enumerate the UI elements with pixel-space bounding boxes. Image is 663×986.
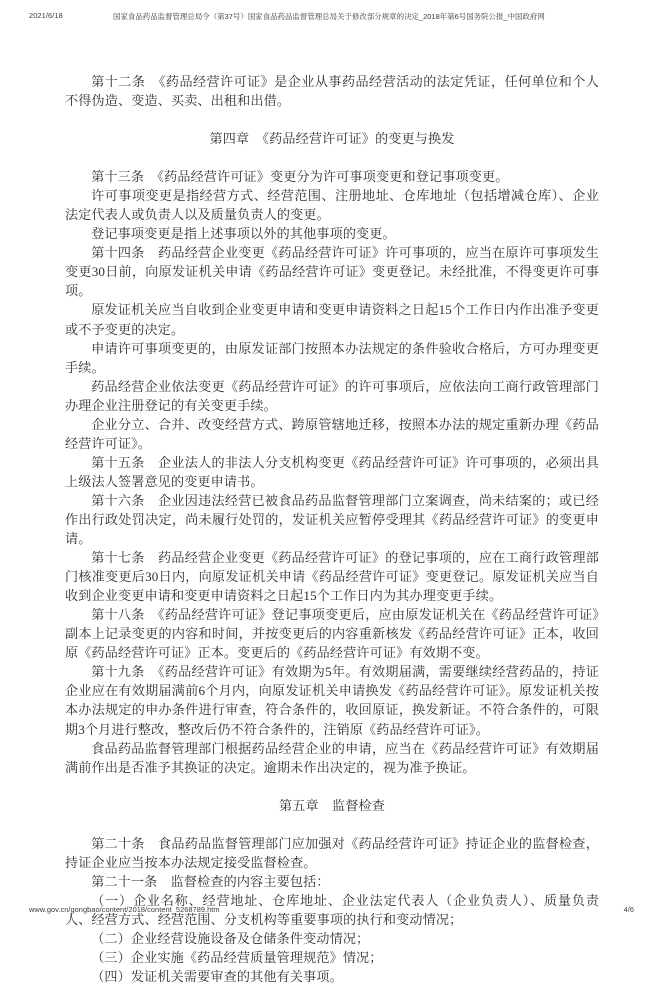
header-document-title: 国家食品药品监督管理总局令（第37号）国家食品药品监督管理总局关于修改部分规章的决定_2018年第6号国务院公报_中国政府网: [113, 12, 545, 21]
page-header: [0, 11, 663, 27]
chapter-spacer: [65, 148, 599, 167]
document-body: [65, 72, 599, 986]
body-paragraph: 第十六条 企业因违法经营已被食品药品监督管理部门立案调查，尚未结案的；或已经作出行政处罚决定，尚未履行处罚的，发证机关应暂停受理其《药品经营许可证》的变更申请。: [65, 492, 599, 547]
body-paragraph: 第十二条 《药品经营许可证》是企业从事药品经营活动的法定凭证，任何单位和个人不得伪造、变造、买卖、出租和出借。: [65, 74, 599, 109]
footer-page-number: 4/6: [623, 905, 634, 914]
body-paragraph: 食品药品监督管理部门根据药品经营企业的申请，应当在《药品经营许可证》有效期届满前作出是否准予其换证的决定。逾期未作出决定的，视为准予换证。: [65, 740, 599, 775]
chapter-heading: 第四章 《药品经营许可证》的变更与换发: [209, 131, 455, 147]
body-paragraph: 第二十条 食品药品监督管理部门应加强对《药品经营许可证》持证企业的监督检查，持证企业应当按本办法规定接受监督检查。: [65, 835, 599, 870]
body-paragraph: （一）企业名称、经营地址、仓库地址、企业法定代表人（企业负责人）、质量负责人、经营方式、经营范围、分支机构等重要事项的执行和变动情况；: [65, 892, 599, 927]
body-paragraph: 第十四条 药品经营企业变更《药品经营许可证》许可事项的，应当在原许可事项发生变更30日前，向原发证机关申请《药品经营许可证》变更登记。未经批准，不得变更许可事项。: [65, 245, 599, 299]
header-print-date: 2021/6/18: [29, 11, 63, 20]
chapter-heading: 第五章 监督检查: [279, 797, 385, 813]
body-paragraph: 第十九条 《药品经营许可证》有效期为5年。有效期届满，需要继续经营药品的，持证企业应在有效期届满前6个月内，向原发证机关申请换发《药品经营许可证》。原发证机关按本办法规定的申办条件进行审查，符合条件的，收回原证，换发新证。不符合条件的，可限期3个月进行整改，整改后仍不符合条件的，注销原《药品经营许可证》。: [65, 664, 599, 737]
body-paragraph: 第十三条 《药品经营许可证》变更分为许可事项变更和登记事项变更。: [91, 169, 509, 185]
chapter-spacer: [65, 777, 599, 796]
body-paragraph: 第二十一条 监督检查的内容主要包括：: [91, 873, 330, 889]
body-paragraph: （三）企业实施《药品经营质量管理规范》情况；: [91, 949, 383, 965]
footer-source-url: www.gov.cn/gongbao/content/2018/content_5268789.htm: [29, 905, 220, 914]
chapter-spacer: [65, 815, 599, 834]
body-paragraph: 登记事项变更是指上述事项以外的其他事项的变更。: [91, 226, 396, 242]
body-paragraph: 第十五条 企业法人的非法人分支机构变更《药品经营许可证》许可事项的，必须出具上级法人签署意见的变更申请书。: [65, 454, 599, 489]
body-paragraph: （四）发证机关需要审查的其他有关事项。: [91, 969, 343, 985]
body-paragraph: 药品经营企业依法变更《药品经营许可证》的许可事项后，应依法向工商行政管理部门办理企业注册登记的有关变更手续。: [65, 378, 599, 413]
body-paragraph: 企业分立、合并、改变经营方式、跨原管辖地迁移，按照本办法的规定重新办理《药品经营许可证》。: [65, 416, 599, 451]
body-paragraph: 第十七条 药品经营企业变更《药品经营许可证》的登记事项的，应在工商行政管理部门核准变更后30日内，向原发证机关申请《药品经营许可证》变更登记。原发证机关应当自收到企业变更申请和变更申请资料之日起15个工作日内为其办理变更手续。: [65, 550, 599, 604]
body-paragraph: 原发证机关应当自收到企业变更申请和变更申请资料之日起15个工作日内作出准予变更或不予变更的决定。: [65, 302, 599, 337]
body-paragraph: 许可事项变更是指经营方式、经营范围、注册地址、仓库地址（包括增减仓库）、企业法定代表人或负责人以及质量负责人的变更。: [65, 188, 599, 223]
body-paragraph: 申请许可事项变更的，由原发证部门按照本办法规定的条件验收合格后，方可办理变更手续。: [65, 340, 599, 375]
chapter-spacer: [65, 110, 599, 129]
body-paragraph: 第十八条 《药品经营许可证》登记事项变更后，应由原发证机关在《药品经营许可证》副本上记录变更的内容和时间，并按变更后的内容重新核发《药品经营许可证》正本，收回原《药品经营许可证》正本。变更后的《药品经营许可证》有效期不变。: [65, 607, 599, 661]
page-footer: [0, 905, 663, 921]
body-paragraph: （二）企业经营设施设备及仓储条件变动情况；: [91, 930, 370, 946]
